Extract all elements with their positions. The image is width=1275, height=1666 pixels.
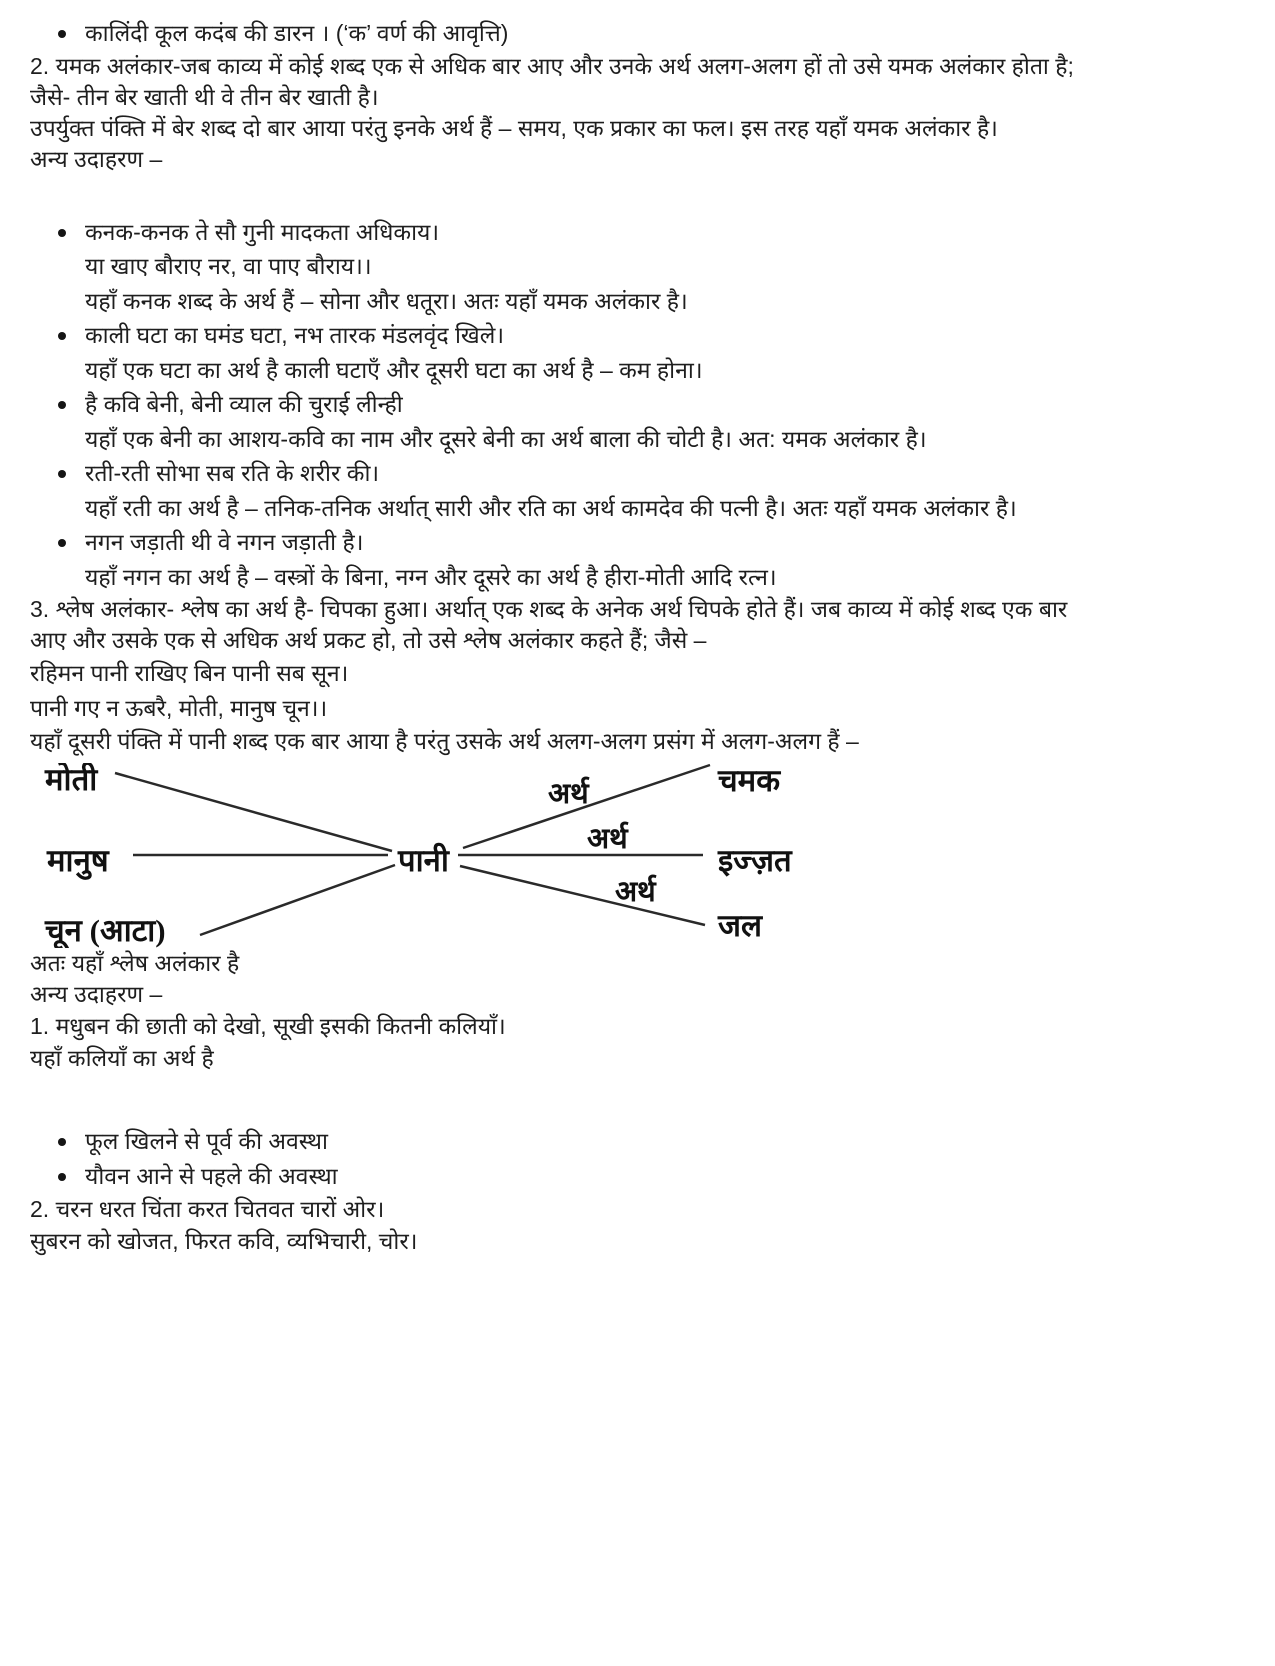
verse-line: 2. चरन धरत चिंता करत चितवत चारों ओर। — [30, 1196, 385, 1222]
explanation-line: यहाँ एक घटा का अर्थ है काली घटाएँ और दूसरी घटा का अर्थ है – कम होना। — [85, 356, 703, 383]
list-item — [30, 16, 1245, 51]
explanation-line: यहाँ कनक शब्द के अर्थ हैं – सोना और धतूरा। अतः यहाँ यमक अलंकार है। — [85, 287, 688, 314]
verse-line: कालिंदी कूल कदंब की डारन । (‘क’ वर्ण की आवृत्ति) — [85, 20, 509, 46]
verse-line: है कवि बेनी, बेनी व्याल की चुराई लीन्ही — [85, 391, 403, 417]
verse-line: रहिमन पानी राखिए बिन पानी सब सून। — [30, 660, 349, 686]
text-line: यहाँ कलियाँ का अर्थ है — [30, 1045, 214, 1071]
text-line: उपर्युक्त पंक्ति में बेर शब्द दो बार आया परंतु इनके अर्थ हैं – समय, एक प्रकार का फल। इस तरह यहाँ यमक अलंकार है। — [30, 114, 998, 141]
edge-label-arth: अर्थ — [548, 778, 589, 810]
verse-line: काली घटा का घमंड घटा, नभ तारक मंडलवृंद खिले। — [85, 322, 505, 348]
diagram-node-jal: जल — [718, 908, 763, 943]
diagram-node-chamak: चमक — [718, 763, 781, 798]
diagram-intro-line: यहाँ दूसरी पंक्ति में पानी शब्द एक बार आया है परंतु उसके अर्थ अलग-अलग प्रसंग में अलग-अलग हैं – — [30, 728, 859, 754]
list-item — [30, 1124, 1245, 1159]
text-line: आए और उसके एक से अधिक अर्थ प्रकट हो, तो उसे श्लेष अलंकार कहते हैं; जैसे – — [30, 627, 707, 653]
diagram-node-izzat: इज्ज़त — [718, 843, 792, 878]
explanation-line: यहाँ रती का अर्थ है – तनिक-तनिक अर्थात् सारी और रति का अर्थ कामदेव की पत्नी है। अतः यहाँ यमक अलंकार है। — [85, 494, 1017, 521]
other-examples-label: अन्य उदाहरण – — [30, 145, 163, 172]
edge-pani-jal — [460, 866, 705, 925]
yamak-examples-list — [30, 215, 1245, 595]
rahiman-couplet — [30, 656, 1245, 726]
yamak-definition-paragraph — [30, 51, 1245, 144]
verse-line: या खाए बौराए नर, वा पाए बौराय।। — [85, 253, 372, 279]
document-page — [0, 16, 1275, 1257]
edge-chun-pani — [200, 865, 395, 935]
explanation-line: यहाँ एक बेनी का आशय-कवि का नाम और दूसरे बेनी का अर्थ बाला की चोटी है। अत: यमक अलंकार है। — [85, 425, 927, 452]
kaliyan-meanings-list — [30, 1124, 1245, 1193]
list-item — [30, 215, 1245, 319]
diagram-node-manush: मानुष — [47, 843, 109, 878]
verse-line: कनक-कनक ते सौ गुनी मादकता अधिकाय। — [85, 218, 440, 245]
shlesh-example-2 — [30, 1193, 1245, 1257]
text-line: 3. श्लेष अलंकार- श्लेष का अर्थ है- चिपका हुआ। अर्थात् एक शब्द के अनेक अर्थ चिपके होते हैं। जब काव्य में कोई शब्द एक बार — [30, 596, 1068, 622]
verse-line: 1. मधुबन की छाती को देखो, सूखी इसकी कितनी कलियाँ। — [30, 1013, 506, 1039]
shlesh-definition-paragraph — [30, 594, 1245, 656]
text-line: 2. यमक अलंकार-जब काव्य में कोई शब्द एक से अधिक बार आए और उनके अर्थ अलग-अलग हों तो उसे यमक अलंकार होता है; — [30, 52, 1074, 79]
list-item — [30, 456, 1245, 525]
shlesh-example-1 — [30, 1010, 1245, 1074]
other-examples-label: अन्य उदाहरण – — [30, 981, 163, 1007]
edge-moti-pani — [115, 773, 392, 851]
text-line: जैसे- तीन बेर खाती थी वे तीन बेर खाती है। — [30, 83, 379, 110]
text-line: यौवन आने से पहले की अवस्था — [85, 1162, 338, 1189]
list-item — [30, 318, 1245, 387]
explanation-line: यहाँ नगन का अर्थ है – वस्त्रों के बिना, नग्न और दूसरे का अर्थ है हीरा-मोती आदि रत्न। — [85, 563, 777, 590]
text-line: फूल खिलने से पूर्व की अवस्था — [85, 1128, 328, 1154]
shlesh-conclusion-line: अतः यहाँ श्लेष अलंकार है — [30, 950, 240, 976]
edge-label-arth: अर्थ — [587, 823, 628, 855]
verse-line: सुबरन को खोजत, फिरत कवि, व्यभिचारी, चोर। — [30, 1228, 418, 1254]
diagram-node-pani: पानी — [398, 843, 449, 878]
pani-meanings-diagram — [30, 763, 820, 948]
diagram-node-chun: चून (आटा) — [45, 913, 166, 948]
diagram-node-moti: मोती — [45, 763, 98, 797]
list-item — [30, 1159, 1245, 1194]
intro-bullet-list — [30, 16, 1245, 51]
list-item — [30, 525, 1245, 594]
list-item — [30, 387, 1245, 456]
edge-label-arth: अर्थ — [615, 876, 656, 908]
verse-line: रती-रती सोभा सब रति के शरीर की। — [85, 460, 380, 486]
verse-line: नगन जड़ाती थी वे नगन जड़ाती है। — [85, 529, 364, 555]
verse-line: पानी गए न ऊबरै, मोती, मानुष चून।। — [30, 695, 328, 721]
